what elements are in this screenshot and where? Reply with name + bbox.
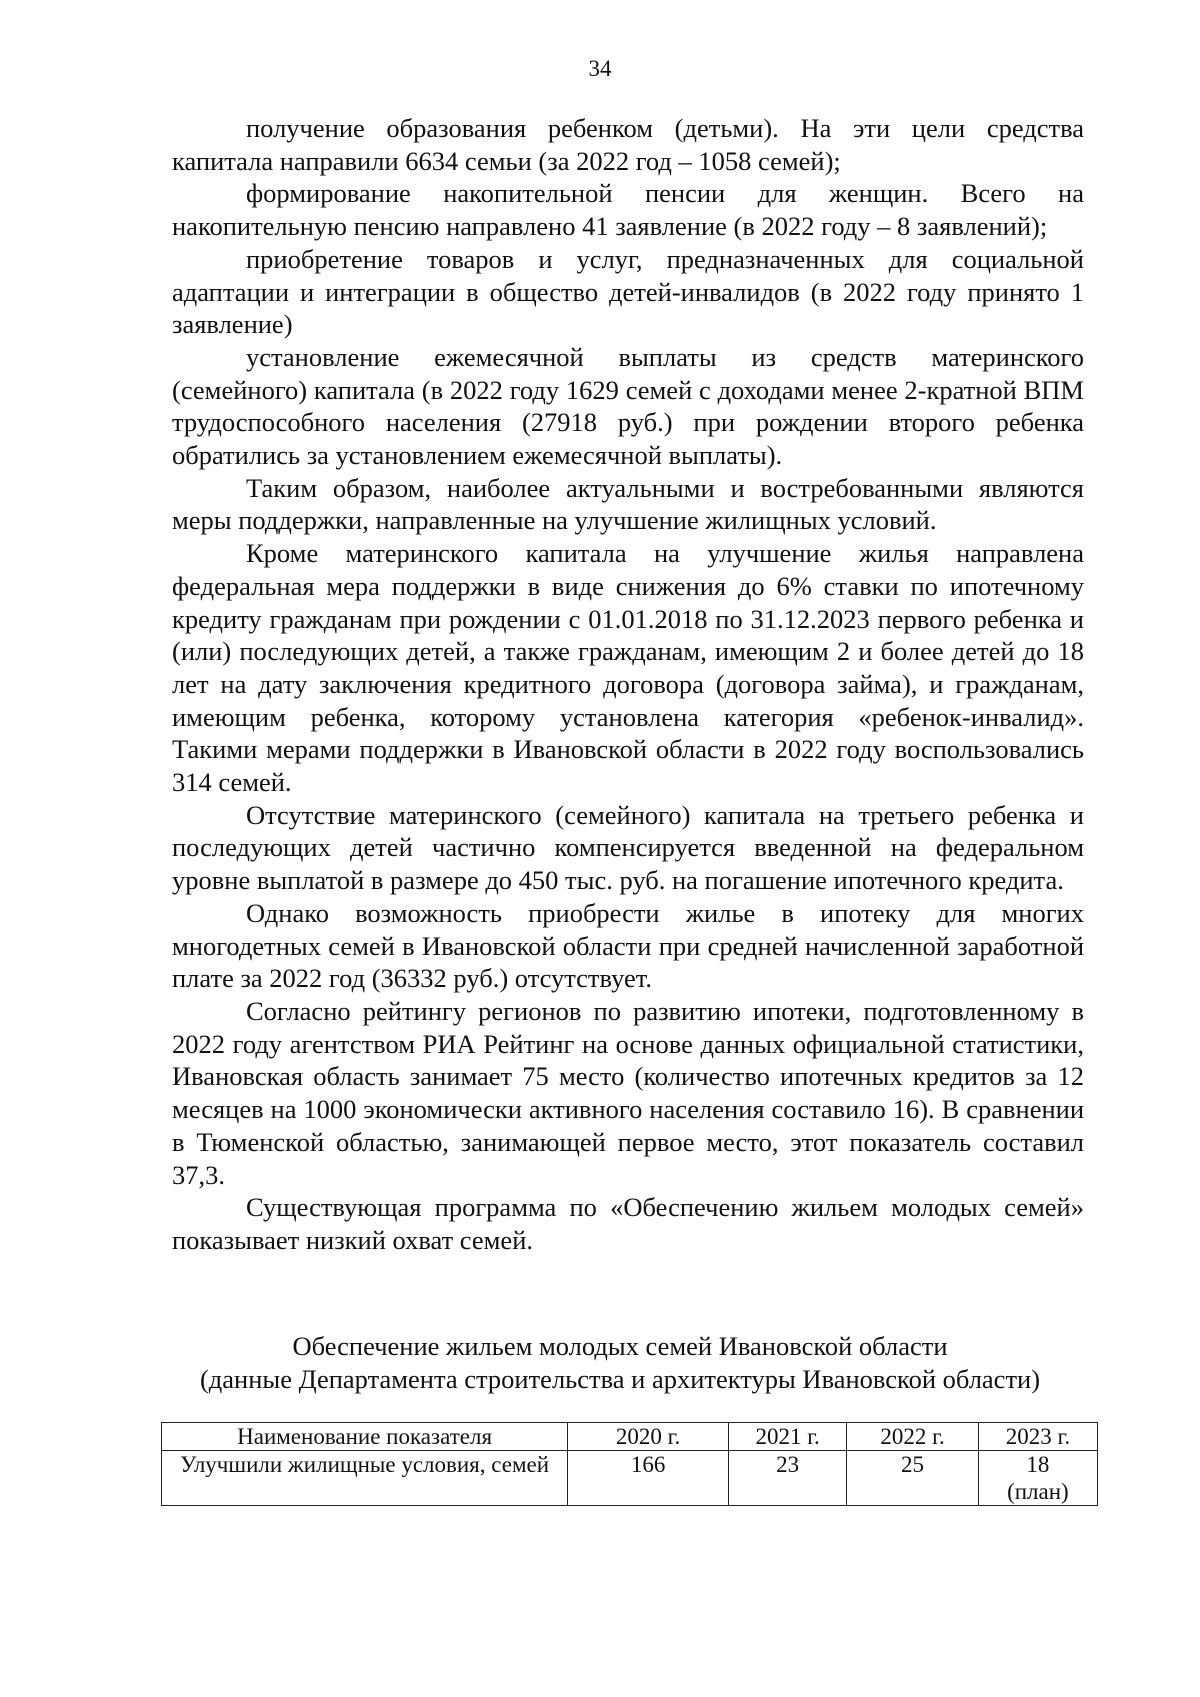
header-2022: 2022 г. xyxy=(847,1423,979,1451)
header-2020: 2020 г. xyxy=(568,1423,729,1451)
table-caption xyxy=(150,1330,1090,1395)
cell-2021: 23 xyxy=(728,1451,846,1506)
paragraph: Отсутствие материнского (семейного) капитала на третьего ребенка и последующих детей частично компенсируется введенной на федеральном уровне выплатой в размере до 450 тыс. руб. на погашение ипотечного кредита. xyxy=(172,799,1084,896)
header-2021: 2021 г. xyxy=(728,1423,846,1451)
paragraph: Однако возможность приобрести жилье в ипотеку для многих многодетных семей в Ивановской области при средней начисленной заработной плате за 2022 год (36332 руб.) отсутствует. xyxy=(172,897,1084,994)
cell-2023-value: 18 xyxy=(1026,1452,1050,1477)
paragraph: Таким образом, наиболее актуальными и востребованными являются меры поддержки, направленные на улучшение жилищных условий. xyxy=(172,472,1084,536)
table-title: Обеспечение жильем молодых семей Ивановской области xyxy=(292,1331,948,1361)
paragraph: приобретение товаров и услуг, предназначенных для социальной адаптации и интеграции в общество детей-инвалидов (в 2022 году принято 1 заявление) xyxy=(172,243,1084,340)
header-indicator: Наименование показателя xyxy=(162,1423,568,1451)
table-row xyxy=(162,1451,1098,1506)
paragraph: Существующая программа по «Обеспечению жильем молодых семей» показывает низкий охват семей. xyxy=(172,1192,1084,1255)
cell-2023-note: (план) xyxy=(1007,1479,1069,1504)
paragraph: получение образования ребенком (детьми). На эти цели средства капитала направили 6634 семьи (за 2022 год – 1058 семей); xyxy=(172,113,1084,176)
paragraph: Согласно рейтингу регионов по развитию ипотеки, подготовленному в 2022 году агентством РИА Рейтинг на основе данных официальной статистики, Ивановская область занимает 75 место (количество ипотечных кредитов за 12 месяцев на 1000 экономически активного населения составило 16). В сравнении в Тюменской областью, занимающей первое место, этот показатель составил 37,3. xyxy=(172,995,1084,1190)
body-text xyxy=(172,112,1084,1257)
table-source: (данные Департамента строительства и архитектуры Ивановской области) xyxy=(199,1363,1041,1394)
table-header-row xyxy=(162,1423,1098,1451)
row-indicator-name: Улучшили жилищные условия, семей xyxy=(162,1451,568,1506)
paragraph: установление ежемесячной выплаты из средств материнского (семейного) капитала (в 2022 году 1629 семей с доходами менее 2-кратной ВПМ трудоспособного населения (27918 руб.) при рождении второго ребенка обратились за установлением ежемесячной выплаты). xyxy=(172,341,1084,471)
housing-table xyxy=(161,1422,1098,1506)
page-number: 34 xyxy=(588,56,612,81)
paragraph: Кроме материнского капитала на улучшение жилья направлена федеральная мера поддержки в виде снижения до 6% ставки по ипотечному кредиту гражданам при рождении с 01.01.2018 по 31.12.2023 первого ребенка и (или) последующих детей, а также гражданам, имеющим 2 и более детей до 18 лет на дату заключения кредитного договора (договора займа), и гражданам, имеющим ребенка, которому установлена категория «ребенок-инвалид». Такими мерами поддержки в Ивановской области в 2022 году воспользовались 314 семей. xyxy=(172,538,1084,798)
cell-2022: 25 xyxy=(847,1451,979,1506)
header-2023: 2023 г. xyxy=(978,1423,1097,1451)
cell-2020: 166 xyxy=(568,1451,729,1506)
cell-2023 xyxy=(978,1451,1097,1506)
paragraph: формирование накопительной пенсии для женщин. Всего на накопительную пенсию направлено 41 заявление (в 2022 году – 8 заявлений); xyxy=(172,178,1084,242)
